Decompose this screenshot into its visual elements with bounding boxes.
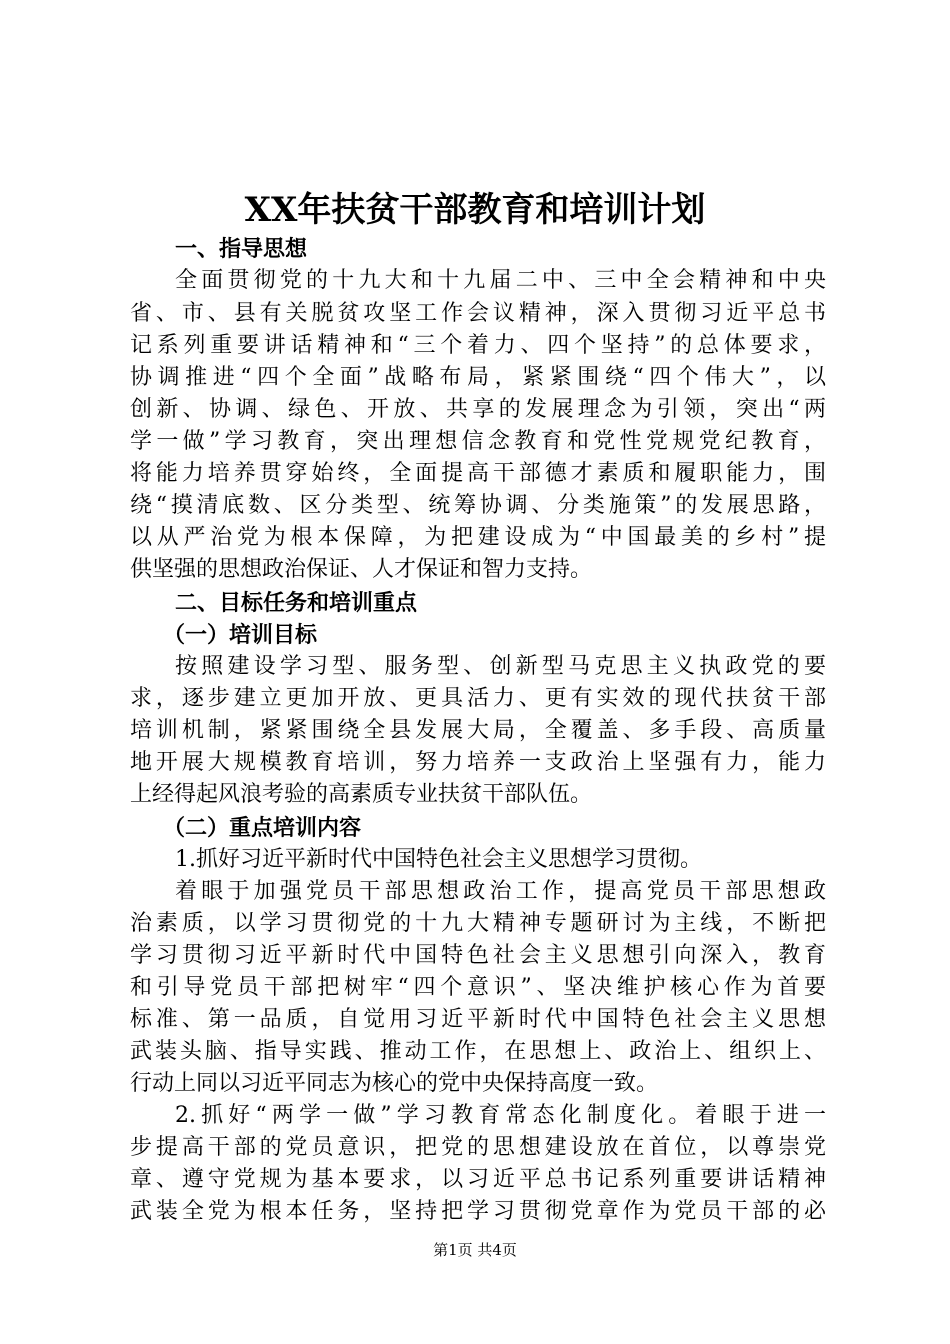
subsection-heading-training-goals: （一）培训目标	[163, 622, 318, 648]
document-title: XX年扶贫干部教育和培训计划	[244, 190, 706, 230]
paragraph-line: 将能力培养贯穿始终，全面提高干部德才素质和履职能力，围	[130, 461, 826, 486]
paragraph-line: 着眼于加强党员干部思想政治工作，提高党员干部思想政	[175, 879, 826, 904]
paragraph-line: 武装全党为根本任务，坚持把学习贯彻党章作为党员干部的必	[130, 1199, 826, 1224]
paragraph-line: 绕“摸清底数、区分类型、统筹协调、分类施策”的发展思路，	[130, 493, 826, 518]
subsection-heading-key-content: （二）重点培训内容	[163, 815, 362, 841]
paragraph-line: 协调推进“四个全面”战略布局，紧紧围绕“四个伟大”，以	[130, 365, 826, 390]
paragraph-line: 省、市、县有关脱贫攻坚工作会议精神，深入贯彻习近平总书	[130, 301, 826, 326]
page-number-footer: 第1页 共4页	[433, 1241, 517, 1259]
paragraph-line: 求，逐步建立更加开放、更具活力、更有实效的现代扶贫干部	[130, 686, 826, 711]
paragraph-line: 全面贯彻党的十九大和十九届二中、三中全会精神和中央	[175, 268, 826, 293]
section-heading-guiding-ideology: 一、指导思想	[175, 236, 308, 262]
paragraph-line: 学习贯彻习近平新时代中国特色社会主义思想引向深入，教育	[130, 943, 826, 968]
paragraph-line: 武装头脑、指导实践、推动工作，在思想上、政治上、组织上、	[130, 1039, 826, 1064]
paragraph-line: 章、遵守党规为基本要求，以习近平总书记系列重要讲话精神	[130, 1167, 826, 1192]
paragraph-line: 记系列重要讲话精神和“三个着力、四个坚持”的总体要求，	[130, 333, 826, 358]
paragraph-line: 和引导党员干部把树牢“四个意识”、坚决维护核心作为首要	[130, 975, 826, 1000]
paragraph-line: 标准、第一品质，自觉用习近平新时代中国特色社会主义思想	[130, 1007, 826, 1032]
paragraph-line: 以从严治党为根本保障，为把建设成为“中国最美的乡村”提	[130, 525, 826, 550]
paragraph-line: 上经得起风浪考验的高素质专业扶贫干部队伍。	[130, 782, 593, 807]
paragraph-line: 行动上同以习近平同志为核心的党中央保持高度一致。	[130, 1071, 659, 1096]
paragraph-line: 供坚强的思想政治保证、人才保证和智力支持。	[130, 557, 593, 582]
list-item-title: 1.抓好习近平新时代中国特色社会主义思想学习贯彻。	[175, 847, 702, 872]
paragraph-line: 学一做”学习教育，突出理想信念教育和党性党规党纪教育，	[130, 429, 826, 454]
paragraph-line: 2.抓好“两学一做”学习教育常态化制度化。着眼于进一	[175, 1103, 826, 1128]
paragraph-line: 培训机制，紧紧围绕全县发展大局，全覆盖、多手段、高质量	[130, 718, 826, 743]
paragraph-line: 步提高干部的党员意识，把党的思想建设放在首位，以尊崇党	[130, 1135, 826, 1160]
paragraph-line: 地开展大规模教育培训，努力培养一支政治上坚强有力，能力	[130, 750, 826, 775]
paragraph-line: 创新、协调、绿色、开放、共享的发展理念为引领，突出“两	[130, 397, 826, 422]
paragraph-line: 按照建设学习型、服务型、创新型马克思主义执政党的要	[175, 654, 826, 679]
paragraph-line: 治素质，以学习贯彻党的十九大精神专题研讨为主线，不断把	[130, 911, 826, 936]
section-heading-goals-and-focus: 二、目标任务和培训重点	[175, 590, 418, 616]
